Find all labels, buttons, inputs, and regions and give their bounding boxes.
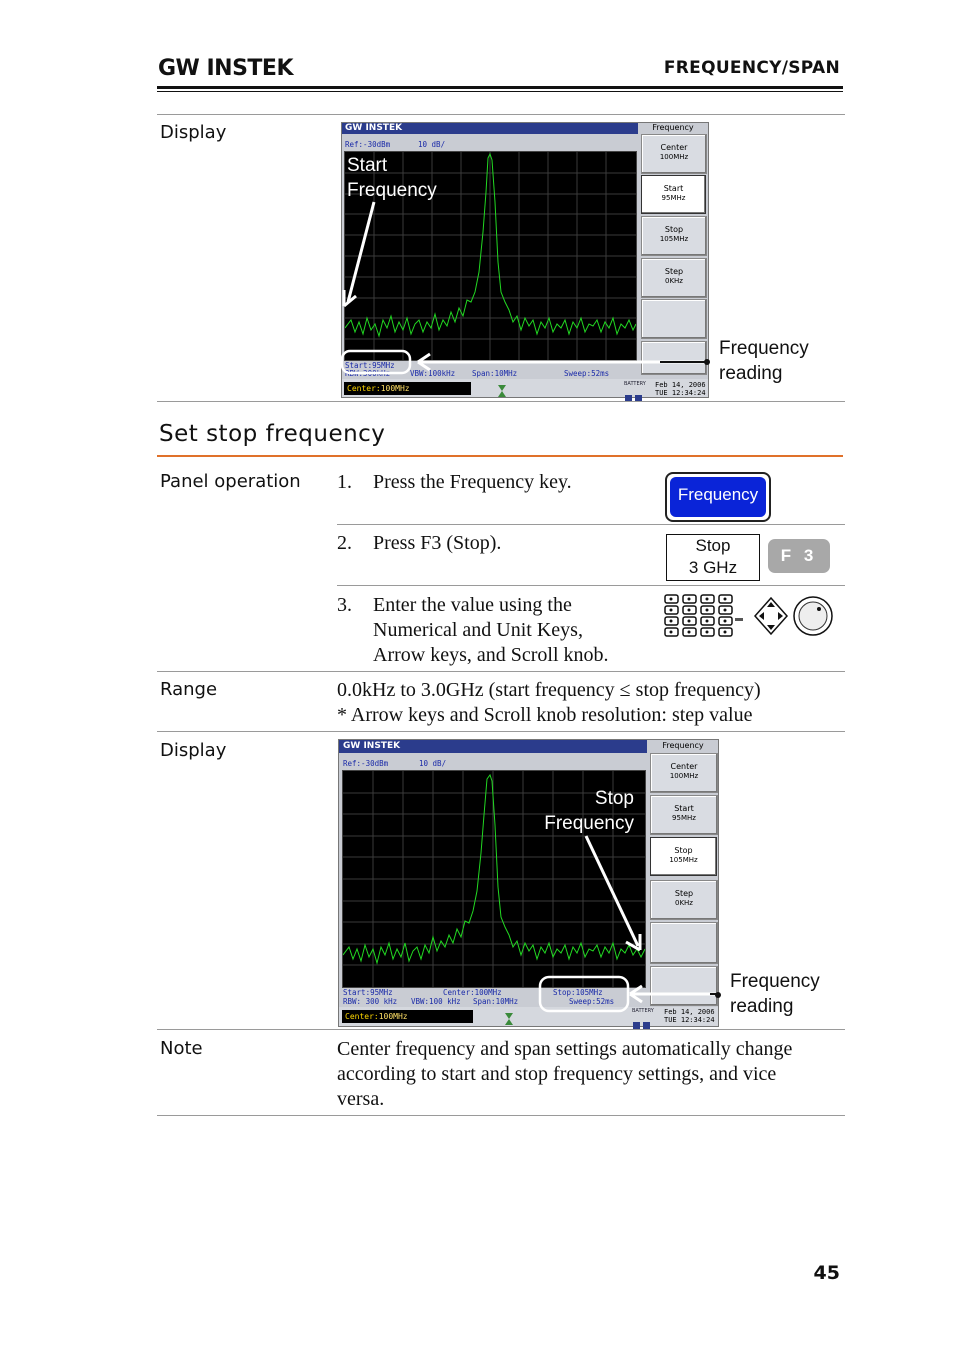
table-divider	[157, 401, 845, 402]
range-label: Range	[160, 679, 218, 700]
screen-logo: GW INSTEK	[345, 123, 403, 133]
scale-div: 10 dB/	[418, 140, 446, 149]
table-divider	[157, 1115, 845, 1116]
span-reading: Span:10MHz	[472, 369, 518, 378]
gwinstek-logo: GW INSTEK	[158, 56, 294, 81]
center-readout: Center:100MHz	[342, 1010, 473, 1023]
step-divider	[337, 524, 845, 525]
annotation-arrows-2	[530, 830, 730, 1020]
softkey-value: 95MHz	[661, 194, 686, 202]
start-frequency-overlay: Start Frequency	[347, 155, 437, 201]
stop-key-value: 3 GHz	[688, 558, 738, 577]
softkey-value: 0KHz	[665, 277, 683, 285]
vbw-reading: VBW:100kHz	[410, 369, 456, 378]
center-reading: Center:100MHz	[443, 988, 502, 997]
softkey-center[interactable]	[641, 134, 707, 174]
softkey-value: 95MHz	[672, 814, 696, 822]
softkey-value: 105MHz	[659, 235, 689, 243]
stop-frequency-overlay: Stop Frequency	[544, 788, 634, 834]
range-text: 0.0kHz to 3.0GHz (start frequency ≤ stop frequency) * Arrow keys and Scroll knob resolution: step value	[337, 679, 761, 726]
table-divider	[157, 731, 845, 732]
note-label: Note	[160, 1038, 203, 1059]
softkey-start[interactable]	[650, 795, 718, 835]
datetime: Feb 14, 2006 TUE 12:34:24	[655, 381, 706, 397]
frequency-key[interactable]	[665, 472, 771, 522]
step-2-num: 2.	[337, 532, 352, 554]
softkey-label: Start	[663, 184, 684, 193]
start-reading: Start:95MHz	[345, 361, 395, 370]
center-readout: Center:100MHz	[344, 382, 471, 395]
section-rule	[157, 455, 843, 457]
rbw-reading: RBW:300kHz	[345, 369, 391, 378]
frequency-key-label: Frequency	[670, 477, 766, 517]
display-label: Display	[160, 122, 227, 143]
sweep-reading: Sweep:52ms	[564, 369, 610, 378]
header-rule	[157, 86, 843, 89]
screen-logo: GW INSTEK	[343, 741, 401, 751]
softkey-value: 100MHz	[669, 772, 699, 780]
softkey-label: Stop	[674, 846, 693, 855]
note-text: Center frequency and span settings automatically change according to start and stop frequency settings, and vice versa.	[337, 1038, 793, 1110]
menu-title: Frequency	[652, 123, 694, 132]
softkey-center[interactable]	[650, 753, 718, 793]
softkey-label: Step	[674, 889, 694, 898]
running-header: FREQUENCY/SPAN	[663, 58, 840, 78]
stop-softkey[interactable]	[666, 534, 760, 581]
softkey-value: 0KHz	[675, 899, 693, 907]
softkey-label: Step	[664, 267, 684, 276]
annotation-arrows	[330, 190, 750, 390]
softkey-label: Center	[670, 762, 698, 771]
frequency-reading-callout: Frequency reading	[719, 338, 809, 384]
table-divider	[157, 671, 845, 672]
frequency-reading-callout-2: Frequency reading	[730, 971, 820, 1017]
step-2-text: Press F3 (Stop).	[373, 532, 502, 554]
stop-key-label: Stop	[695, 536, 731, 555]
rbw-reading: RBW: 300 kHz	[343, 997, 398, 1006]
battery-label: BATTERY	[632, 1008, 654, 1014]
step-1-text: Press the Frequency key.	[373, 471, 572, 493]
step-divider	[337, 585, 845, 586]
display-label-2: Display	[160, 740, 227, 761]
span-reading: Span:10MHz	[473, 997, 519, 1006]
step-1-num: 1.	[337, 471, 352, 493]
step-3-num: 3.	[337, 594, 352, 616]
panel-operation-label: Panel operation	[160, 471, 301, 492]
sweep-reading: Sweep:52ms	[569, 997, 615, 1006]
section-heading: Set stop frequency	[159, 421, 386, 447]
softkey-value: 105MHz	[669, 856, 698, 864]
header-rule-thin	[157, 91, 843, 92]
datetime: Feb 14, 2006 TUE 12:34:24	[664, 1008, 715, 1024]
stop-reading: Stop:105MHz	[553, 988, 603, 997]
ref-level: Ref:-30dBm	[343, 759, 389, 768]
step-3-text: Enter the value using the Numerical and Unit Keys, Arrow keys, and Scroll knob.	[373, 594, 609, 666]
scale-div: 10 dB/	[419, 759, 447, 768]
battery-label: BATTERY	[624, 381, 646, 387]
softkey-value: 100MHz	[659, 153, 689, 161]
softkey-label: Stop	[664, 225, 684, 234]
table-divider	[157, 114, 845, 115]
page-number: 45	[813, 1262, 840, 1284]
softkey-label: Center	[660, 143, 688, 152]
numeric-keypad-icon	[663, 592, 835, 640]
start-reading: Start:95MHz	[343, 988, 393, 997]
softkey-label: Start	[674, 804, 694, 813]
ref-level: Ref:-30dBm	[345, 140, 391, 149]
table-divider	[157, 1029, 845, 1030]
menu-title: Frequency	[662, 741, 704, 750]
f3-key[interactable]: F 3	[768, 539, 830, 573]
hourglass-icon	[505, 1010, 513, 1022]
vbw-reading: VBW:100 kHz	[411, 997, 461, 1006]
